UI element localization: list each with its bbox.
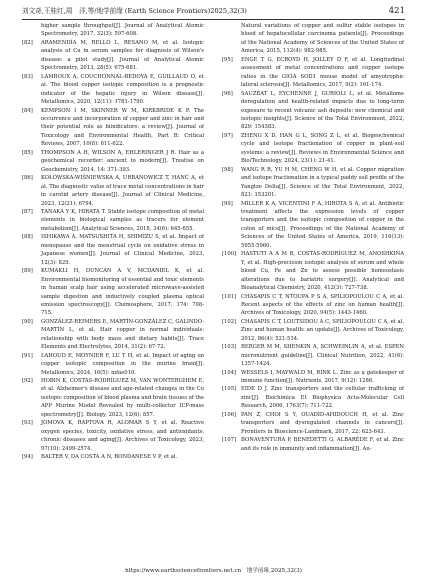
reference-number: [105]: [222, 386, 237, 393]
reference-text: BERGER M M, SHENKIN A, SCHWEINLIN A, et al. ESPEN micronutrient guideline[J]. Clinical Nutrition, 2022, 41(6): 1357-1424.: [241, 344, 404, 368]
reference-number: [103]: [222, 344, 237, 351]
reference-item: [222, 200, 404, 251]
reference-text: CHASAPIS C T, NTOUPA P S A, SPILIOPOULOU C A, et al. Recent aspects of the effects of zinc on human health[J]. Archives of Toxicology, 2020, 94(5): 1443-1460.: [241, 293, 404, 317]
reference-item: [222, 56, 404, 90]
right-column: [222, 22, 404, 562]
reference-item: [222, 293, 404, 318]
page-footer: https://www.earthsciencefrontiers.net.cn 地学前缘,2025,32(3): [125, 568, 302, 574]
reference-item: [222, 166, 404, 200]
reference-item: [222, 385, 404, 410]
reference-item: [22, 73, 204, 107]
reference-item: [22, 267, 204, 318]
reference-list-left: [22, 22, 204, 462]
reference-item: [22, 233, 204, 267]
reference-number: [85]: [22, 149, 33, 156]
reference-number: [83]: [22, 73, 33, 80]
running-head-citation: 刘文奇,王桂红,周 洋,等/地学前缘 (Earth Science Frontiers)2025,32(3): [22, 7, 247, 15]
reference-number: [95]: [222, 56, 233, 63]
reference-text: HASTUTI A A M B, COSTAS-RODRÍGUEZ M, ANOSHKINA Y, et al. High-precision isotopic analysis of serum and whole blood Cu, Fe and Zn to assess possible homeostasis alterations due to bariatric surgery[J]. Analytical and Bioanalytical Chemistry, 2020, 412(3): 727-738.: [241, 251, 404, 292]
reference-number: [101]: [222, 293, 237, 300]
reference-item: [22, 39, 204, 73]
reference-text: GONZÁLEZ-REIMERS E, MARTÍN-GONZÁLEZ C, GALINDO-MARTÍN L, et al. Hair copper in normal individuals: relationship with body mass and dietary habits[J]. Trace Elements and Electrolytes, 2014, 31(2): 67-72.: [41, 318, 204, 351]
reference-item: [22, 149, 204, 174]
reference-text: KUMAKLI H, DUNCAN A V, MCDANIEL K, et al. Environmental biomonitoring of essential and toxic elements in human scalp hair using accelerated microwave-assisted sample digestion and inductively coupled plasma optical emission spectroscopy[J]. Chemosphere, 2017, 174: 708-715.: [41, 268, 204, 317]
reference-text: BALTER V, DA COSTA A N, BONDANESE V P, et al.: [41, 454, 178, 461]
reference-text: ZHENG X D, HAN G L, SONG Z L, et al. Biogeochemical cycle and isotope fractionation of copper in plant-soil systems: a review[J]. Reviews in Environmental Science and Bio/Technology, 2024, 23(1): 21-41.: [241, 132, 404, 165]
reference-number: [93]: [22, 420, 33, 427]
reference-item: [22, 453, 204, 461]
reference-text: KOŁOWSKA-WIŚNIEWSKA A, URBANOWICZ T, HANĆ A, et al. The diagnostic value of trace metal concentrations in hair in carotid artery disease[J]. Journal of Clinical Medicine, 2023, 12(21): 6794.: [41, 175, 204, 207]
reference-item: [222, 343, 404, 368]
running-head: [22, 5, 405, 18]
reference-number: [92]: [22, 378, 33, 385]
reference-number: [98]: [222, 166, 233, 173]
reference-text: Natural variations of copper and sulfur stable isotopes in blood of hepatocellular carcinoma patients[J]. Proceedings of the National Academy of Sciences of the United States of America, 2015, 112(4): 982-985.: [241, 23, 404, 55]
reference-number: [104]: [222, 369, 237, 376]
reference-list-right: [222, 22, 404, 453]
reference-columns: [22, 22, 404, 562]
reference-number: [87]: [22, 208, 33, 215]
reference-text: KEMPSON I M, SKINNER W M, KIRKBRIDE K P. The occurrence and incorporation of copper and zinc in hair and their potential role as biindicators: a review[J]. Journal of Toxicology and Environmental Health, Part B: Critical Reviews, 2007, 10(8): 611-622.: [41, 107, 204, 148]
reference-text: higher sample throughput[J]. Journal of Analytical Atomic Spectrometry, 2017, 32(3): 597-608.: [41, 23, 204, 38]
reference-item: [222, 318, 404, 343]
reference-item: [22, 174, 204, 208]
reference-text: LAHOUD E, MOYNIER F, LU T H, et al. Impact of aging on copper isotopic composition in the murine brain[J]. Metallomics, 2024, 16(5): mfae010.: [41, 352, 204, 376]
reference-item: [222, 22, 404, 56]
reference-number: [86]: [22, 175, 33, 182]
reference-item: [22, 208, 204, 233]
reference-text: ARAMENDÍA M, RELLO L, RESANO M, et al. Isotopic analysis of Cu in serum samples for diagnosis of Wilson's disease: a pilot study[J]. Journal of Analytical Atomic Spectrometry, 2013, 28(5): 675-681.: [41, 39, 204, 72]
reference-text: WANG R R, YU H M, CHENG W H, et al. Copper migration and isotope fractionation in a typical paddy soil profile of the Yangtze Delta[J]. Science of the Total Environment, 2022, 821: 153201.: [241, 166, 404, 199]
page-number: 421: [388, 6, 405, 16]
reference-item: [22, 419, 204, 453]
reference-text: LAMBOUX A, COUCHONNAL-BEDOYA E, GUILLAUD O, et al. The blood copper isotopic composition is a prognostic indicator of the hepatic injury in Wilson disease[J]. Metallomics, 2020, 12(11): 1781-1790.: [41, 73, 204, 106]
reference-text: BONAVENTURA P, BENEDETTI G, ALBARÈDE F, et al. Zinc and its role in immunity and inflammation[J]. Au-: [241, 437, 404, 452]
reference-item: [222, 250, 404, 292]
reference-item: [22, 318, 204, 352]
reference-text: EIDE D J. Zinc transporters and the cellular trafficking of zinc[J]. Biochimica Et Biophysica Acta-Molecular Cell Research, 2006, 1763(7): 711-722.: [241, 386, 404, 410]
reference-number: [90]: [22, 318, 33, 325]
reference-text: CHASAPIS C T, LOUTSIDOU A C, SPILIOPOULOU C A, et al. Zinc and human health: an update[J]. Archives of Toxicology, 2012, 86(4): 521-534.: [241, 318, 404, 342]
reference-text: ENGE T G, ECROYD H, JOLLEY D F, et al. Longitudinal assessment of metal concentrations and copper isotope ratios in the G93A SOD1 mouse model of amyotrophic lateral sclerosis[J]. Metallomics, 2017, 9(2): 161-174.: [241, 56, 404, 89]
reference-item: [22, 107, 204, 149]
reference-number: [94]: [22, 454, 33, 461]
reference-number: [106]: [222, 411, 237, 418]
reference-text: MILLER K A, VICENTINI F A, HIROTA S A, et al. Antibiotic treatment affects the expression levels of copper transporters and the isotopic composition of copper in the colon of mice[J]. Proceedings of the National Academy of Sciences of the United States of America, 2019, 116(13): 5955-5960.: [241, 200, 404, 249]
reference-item: [222, 90, 404, 132]
reference-text: PAN Z, CHOI S Y, OUADID-AHIDOUCH H, et al. Zinc transporters and dysregulated channels in cancers[J]. Frontiers in Bioscience-Landmark, 2017, 22: 623-643.: [241, 411, 404, 435]
reference-text: JOMOVA K, RAPTOVA R, ALOMAR S Y, et al. Reactive oxygen species, toxicity, oxidative stress, and antioxidants: chronic diseases and aging[J]. Archives of Toxicology, 2023, 97(10): 2499-2574.: [41, 420, 204, 452]
reference-number: [88]: [22, 234, 33, 241]
reference-number: [84]: [22, 107, 33, 114]
reference-number: [102]: [222, 318, 237, 325]
reference-number: [96]: [222, 90, 233, 97]
reference-number: [99]: [222, 200, 233, 207]
reference-text: WESSELS I, MAYWALD M, RINK L. Zinc as a gatekeeper of immune function[J]. Nutrients, 2017, 9(12): 1286.: [241, 369, 404, 385]
reference-item: [22, 352, 204, 377]
reference-text: TANAKA Y K, HIRATA T. Stable isotope composition of metal elements in biological samples as tracers for element metabolism[J]. Analytical Sciences, 2018, 34(6): 645-655.: [41, 208, 204, 232]
reference-item: [222, 436, 404, 453]
reference-text: ISHIKAWA A, MATSUSHITA H, SHIMIZU S, et al. Impact of menopause and the menstrual cycle on oxidative stress in Japanese women[J]. Journal of Clinical Medicine, 2023, 12(3): 829.: [41, 234, 204, 266]
reference-number: [107]: [222, 437, 237, 444]
left-column: [22, 22, 204, 562]
reference-number: [82]: [22, 39, 33, 46]
reference-item: [222, 369, 404, 386]
reference-text: HOBIN K, COSTAS-RODRÍGUEZ M, VAN WONTERGHEM E, et al. Alzheimer's disease and age-related changes in the Cu isotopic composition of blood plasma and brain tissues of the APP Murine Model Revealed by multi-collector ICP-mass spectrometry[J]. Biology, 2023, 12(6): 857.: [41, 378, 204, 418]
reference-item: [22, 377, 204, 419]
reference-item: [222, 132, 404, 166]
header-rule: [22, 19, 405, 20]
reference-number: [100]: [222, 251, 237, 258]
reference-number: [97]: [222, 132, 233, 139]
reference-number: [89]: [22, 268, 33, 275]
reference-number: [91]: [22, 352, 33, 359]
reference-item: [222, 411, 404, 436]
reference-text: THOMPSON A H, WILSON A, EHLERINGER J R. Hair as a geochemical recorder: ancient to modern[J]. Treatise on Geochemistry, 2014, 14: 371-393.: [41, 149, 204, 173]
reference-item: [22, 22, 204, 39]
reference-text: SAUZÉAT L, EYCHENNE J, GURIOLI L, et al. Metallome deregulation and health-related impacts due to long-term exposure to recent volcanic ash deposits: new chemical and isotopic insights[J]. Science of the Total Environment, 2022, 829: 154383.: [241, 90, 404, 131]
